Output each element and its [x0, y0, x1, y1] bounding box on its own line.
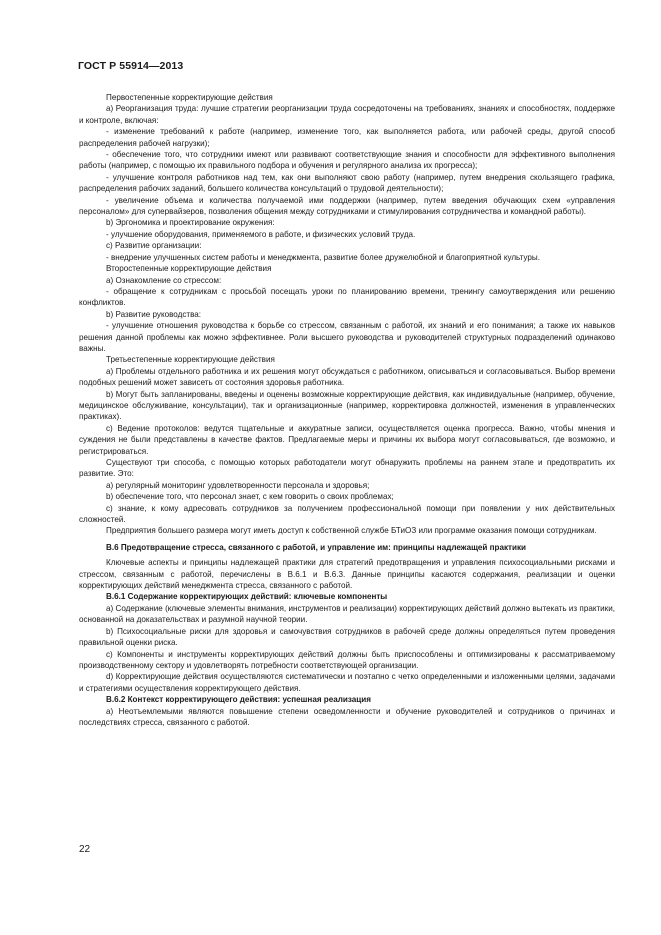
paragraph: c) знание, к кому адресовать сотрудников за получением профессиональной помощи при появлении у них действительных сложностей.: [79, 503, 615, 525]
paragraph: Предприятия большего размера могут иметь доступ к собственной службе БТиОЗ или программе оказания помощи сотрудникам.: [106, 526, 597, 536]
paragraph: a) Неотъемлемыми являются повышение степени осведомленности и обучение руководителей и сотрудников о причинах и последствиях стресса, связанного с работой.: [79, 706, 615, 727]
paragraph: c) Ведение протоколов: ведутся тщательные и аккуратные записи, осуществляется оценка прогресса. Важно, чтобы мнения и суждения не были представлены в качестве фактов. Предлагаемые меры и причины их выбора могут согласовываться, где возможно, и регистрироваться.: [79, 423, 615, 456]
document-header: ГОСТ Р 55914—2013: [78, 60, 184, 72]
paragraph: b) Психосоциальные риски для здоровья и самочувствия сотрудников в рабочей среде должны определяться путем проведения правильной оценки риска.: [79, 626, 615, 648]
paragraph: a) Содержание (ключевые элементы внимания, инструментов и реализации) корректирующих действий должно вытекать из практики, основанной на доказательствах и разумной научной теории.: [79, 603, 615, 625]
paragraph: b) Развитие руководства:: [106, 309, 202, 319]
section-heading: В.6.1 Содержание корректирующих действий: ключевые компоненты: [106, 592, 388, 602]
paragraph: - обращение к сотрудникам с просьбой посещать уроки по планированию времени, тренингу самоутверждения или решению конфликтов.: [79, 286, 615, 308]
paragraph: d) Корректирующие действия осуществляются систематически и поэтапно с четко определенными и изложенными целями, задачами и стратегиями осуществления корректирующего действия.: [79, 672, 615, 693]
paragraph: Третьестепенные корректирующие действия: [106, 355, 275, 365]
paragraph: - внедрение улучшенных систем работы и менеджмента, развитие более дружелюбной и благоприятной культуры.: [106, 252, 540, 262]
paragraph: а) Реорганизация труда: лучшие стратегии реорганизации труда сосредоточены на требованиях, знаниях и способностях, поддержке и контроле, включая:: [79, 104, 615, 125]
document-body: [79, 92, 615, 728]
paragraph: c) Развитие организации:: [106, 241, 202, 251]
section-heading: В.6.2 Контекст корректирующего действия: успешная реализация: [106, 695, 371, 705]
page-number: 22: [79, 844, 91, 855]
paragraph: - изменение требований к работе (например, изменение того, как выполняется работа, или рабочей среды, другой способ распределения рабочей нагрузки);: [79, 127, 615, 148]
paragraph: - улучшение оборудования, применяемого в работе, и физических условий труда.: [106, 229, 416, 239]
paragraph: - улучшение отношения руководства к борьбе со стрессом, связанным с работой, их знаний и его понимания; а также их навыков решения данной проблемы как можно эффективнее. Роли высшего руководства и руководителей структурных подразделений одинаково важны.: [79, 321, 615, 353]
paragraph: - обеспечение того, что сотрудники имеют или развивают соответствующие знания и способности для эффективного выполнения работы (например, с помощью их правильного подбора и обучения и регулярного анализа их прогресса);: [79, 150, 615, 171]
paragraph: a) Ознакомление со стрессом:: [106, 275, 222, 285]
paragraph: а) регулярный мониторинг удовлетворенности персонала и здоровья;: [106, 480, 370, 490]
paragraph: Ключевые аспекты и принципы надлежащей практики для стратегий предотвращения и управления психосоциальными рисками и стрессом, связанным с работой, перечислены в В.6.1 и В.6.3. Данные принципы касаются содержания, реализации и оценки корректирующих действий менеджмента стресса, связанного с работой.: [79, 558, 615, 591]
paragraph: Существуют три способа, с помощью которых работодатели могут обнаружить проблемы на раннем этапе и предотвратить их развитие. Это:: [79, 458, 615, 479]
paragraph: b) Эргономика и проектирование окружения:: [106, 218, 275, 228]
paragraph: b) обеспечение того, что персонал знает, с кем говорить о своих проблемах;: [106, 492, 394, 502]
paragraph: Второстепенные корректирующие действия: [106, 264, 272, 274]
paragraph: a) Проблемы отдельного работника и их решения могут обсуждаться с работником, описываться и согласовываться. Выбор времени подобных решений может зависеть от состояния здоровья работника.: [79, 366, 615, 388]
paragraph: Первостепенные корректирующие действия: [106, 93, 273, 102]
paragraph: b) Могут быть запланированы, введены и оценены возможные корректирующие действия, как индивидуальные (например, обучение, медицинское обслуживание, консультации), так и организационные (например, корректировка должностей, изменения в управленческих практиках).: [79, 389, 615, 422]
paragraph: - увеличение объема и количества получаемой ими поддержки (например, путем введения обучающих схем «управления персоналом» для супервайзеров, позволения общения между сотрудниками и стимулирования сотрудничества и командной работы).: [79, 195, 615, 217]
paragraph: c) Компоненты и инструменты корректирующих действий должны быть приспособлены и оптимизированы к рассматриваемому производственному сектору и удовлетворять потребности соответствующей организации.: [79, 649, 615, 670]
paragraph: - улучшение контроля работников над тем, как они выполняют свою работу (например, путем внедрения скользящего графика, распределения рабочих заданий, большего количества консультаций о трудовой деятельности);: [79, 172, 615, 194]
section-heading: В.6 Предотвращение стресса, связанного с работой, и управление им: принципы надлежащей практики: [106, 542, 527, 552]
